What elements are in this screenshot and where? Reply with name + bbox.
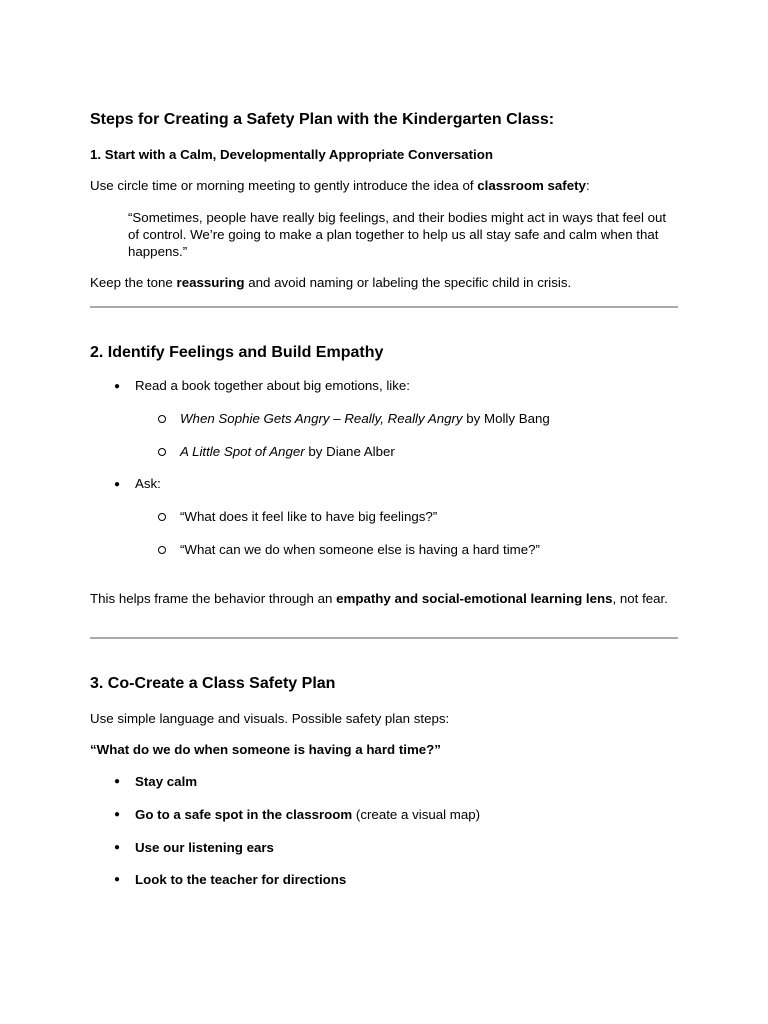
bullet-icon: ●	[114, 381, 121, 392]
step2-heading: 2. Identify Feelings and Build Empathy	[90, 344, 384, 361]
step1-tone	[90, 275, 571, 291]
step3-heading: 3. Co-Create a Class Safety Plan	[90, 675, 336, 692]
plan-item	[135, 807, 480, 823]
bullet-icon: ●	[114, 874, 121, 885]
circle-bullet-icon	[158, 448, 166, 456]
step1-quote: “Sometimes, people have really big feelings, and their bodies might act in ways that feel out of control. We’re going to make a plan together to help us all stay safe and calm when that happens.”	[128, 210, 667, 259]
step1-intro	[90, 178, 590, 194]
step1-tone-end: and avoid naming or labeling the specific child in crisis.	[244, 275, 572, 290]
step2-summary-end: , not fear.	[612, 591, 668, 606]
step2-summary-text: This helps frame the behavior through an	[90, 591, 337, 606]
circle-bullet-icon	[158, 415, 166, 423]
bullet-icon: ●	[114, 842, 121, 853]
bullet-icon: ●	[114, 776, 121, 787]
plan-item-bold: Go to a safe spot in the classroom	[135, 807, 353, 822]
divider	[90, 306, 678, 308]
bullet-icon: ●	[114, 479, 121, 490]
circle-bullet-icon	[158, 513, 166, 521]
step1-intro-end: :	[585, 178, 590, 193]
step1-tone-text: Keep the tone	[90, 275, 177, 290]
book-author: by Diane Alber	[304, 444, 395, 459]
step2-summary	[90, 591, 680, 606]
bullet-icon: ●	[114, 809, 121, 820]
divider	[90, 637, 678, 639]
step1-tone-bold: reassuring	[176, 275, 245, 290]
step1-intro-bold: classroom safety	[477, 178, 586, 193]
book-title: A Little Spot of Anger	[180, 444, 305, 459]
step1-intro-text: Use circle time or morning meeting to gently introduce the idea of	[90, 178, 478, 193]
page-title: Steps for Creating a Safety Plan with the Kindergarten Class:	[90, 111, 555, 128]
book-item	[180, 444, 395, 460]
question-item: “What does it feel like to have big feelings?”	[180, 509, 438, 524]
step2-summary-bold: empathy and social-emotional learning lens	[336, 591, 613, 606]
book-author: by Molly Bang	[462, 411, 550, 426]
step2-bullet-read: Read a book together about big emotions, like:	[135, 378, 410, 393]
plan-item: Look to the teacher for directions	[135, 872, 347, 887]
circle-bullet-icon	[158, 546, 166, 554]
question-item: “What can we do when someone else is having a hard time?”	[180, 542, 540, 557]
step2-bullet-ask: Ask:	[135, 476, 161, 491]
step3-intro: Use simple language and visuals. Possible safety plan steps:	[90, 711, 450, 726]
book-title: When Sophie Gets Angry – Really, Really Angry	[180, 411, 463, 426]
book-item	[180, 411, 550, 427]
plan-item: Stay calm	[135, 774, 198, 789]
step3-question: “What do we do when someone is having a hard time?”	[90, 742, 441, 757]
plan-item: Use our listening ears	[135, 840, 274, 855]
step1-heading: 1. Start with a Calm, Developmentally Appropriate Conversation	[90, 147, 493, 162]
plan-item-note: (create a visual map)	[352, 807, 481, 822]
